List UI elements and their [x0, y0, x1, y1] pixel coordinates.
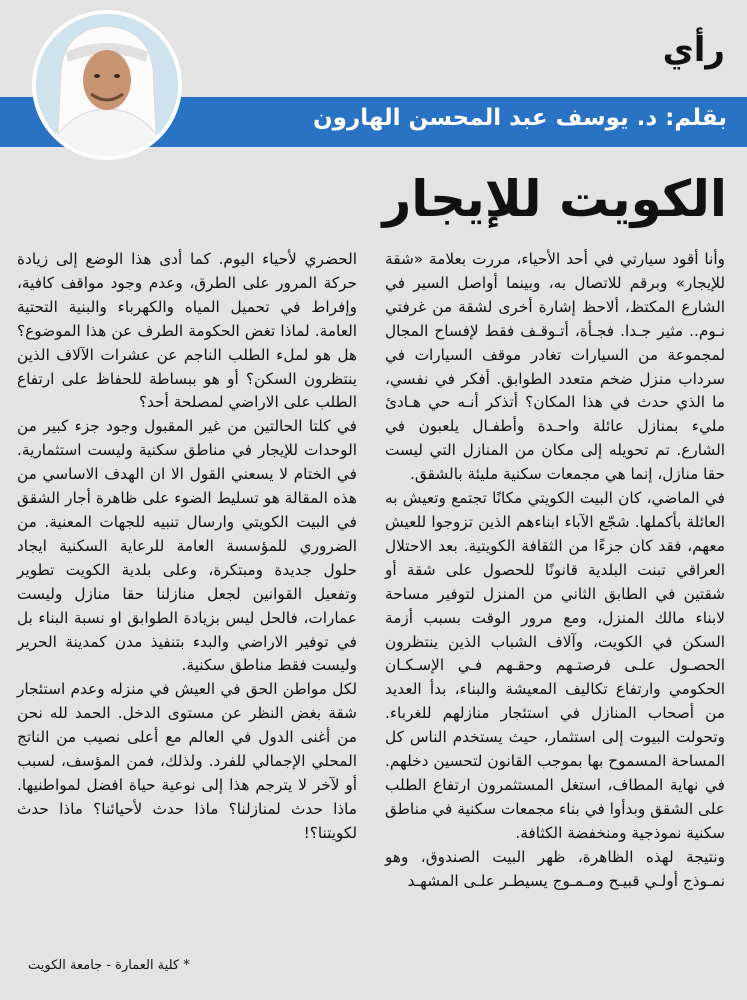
article-column-left — [17, 248, 357, 846]
author-photo — [32, 10, 182, 160]
author-portrait-icon — [36, 14, 178, 156]
author-affiliation-footnote: * كلية العمارة - جامعة الكويت — [28, 958, 190, 973]
article-column-right — [385, 248, 725, 893]
article-headline: الكويت للإيجار — [382, 170, 727, 228]
author-byline: بقلم: د. يوسف عبد المحسن الهارون — [313, 105, 727, 131]
section-label: رأي — [662, 30, 725, 70]
paragraph: وأنا أقود سيارتي في أحد الأحياء، مررت بعلامة «شقة للإيجار» وبرقم للاتصال به، وبينما أواصل السير في الشارع المكتظ، ألاحظ إشارة أخرى لشقة من غرفتي نـوم.. مثير جـدا. فجـأة، أتـوقـف فقط لإفساح المجال لمجموعة من السيارات تغادر موقف السيارات في سرداب منزل ضخم متعدد الطوابق. أفكر في نفسي، ما الذي حدث في هذا المكان؟ أتذكر أنـه حي هـادئ مليء بمنازل عائلة واحـدة وأطفـال يلعبون في الشارع. تم تحويله إلى مكان من المنازل التي ليست حقا منازل، إنما هي مجمعات سكنية مليئة بالشقق. — [385, 250, 725, 484]
paragraph: لكل مواطن الحق في العيش في منزله وعدم استئجار شقة بغض النظر عن مستوى الدخل. الحمد لله نحن من أغنى الدول في العالم مع أعلى نصيب من الناتج المحلي الإجمالي للفرد. ولذلك، فمن المؤسف، لسبب أو لآخر لا يترجم هذا إلى نوعية حياة افضل لمواطنيها. ماذا حدث لمنازلنا؟ ماذا حدث لأحيائنا؟ ماذا حدث لكويتنا؟! — [17, 680, 357, 842]
paragraph: في الماضي، كان البيت الكويتي مكانًا تجتمع وتعيش به العائلة بأكملها. شجّع الآباء ابناءهم الذين تزوجوا للعيش معهم، فقد كان جزءًا من الثقافة الكويتية. بعد الاحتلال العراقي تبنت البلدية قانونًا للحصول على شقة أو شقتين في الطابق الثاني من المنزل لتوفير مساحة لابناء مالك المنزل، ومع مرور الوقت بسبب أزمة السكن في الكويت، وآلاف الشباب الذين ينتظرون الحصـول علـى فرصتـهم وحقـهم فـي الإسـكـان الحكومي وارتفاع تكاليف المعيشة والبناء، بدأ العديد من أصحاب المنازل في استئجار منازلهم للغرباء. وتحولت البيوت إلى استثمار، حيث يستخدم الناس كل المساحة المسموح بها بموجب القانون لتحسين دخلهم. في نهاية المطاف، استغل المستثمرون ارتفاع الطلب على الشقق وبدأوا في بناء مجمعات سكنية في مناطق سكنية نموذجية ومنخفضة الكثافة. — [385, 489, 725, 842]
paragraph: الحضري لأحياء اليوم. كما أدى هذا الوضع إلى زيادة حركة المرور على الطرق، وعدم وجود مواقف كافية، وإفراط في تحميل المياه والكهرباء والبنية التحتية العامة. لماذا تغض الحكومة الطرف عن هذا الموضوع؟ هل هو لملء الطلب الناجم عن عشرات الآلاف الذين ينتظرون السكن؟ أو هو ببساطة للحفاظ على ارتفاع الطلب على الاراضي لمصلحة أحد؟ — [17, 250, 357, 412]
paragraph: ونتيجة لهذه الظاهرة، ظهر البيت الصندوق، وهو نمـوذج أولـي قبيـح ومـمـوج يسيطـر علـى المشهـد — [385, 847, 725, 890]
paragraph: في كلتا الحالتين من غير المقبول وجود جزء كبير من الوحدات للإيجار في مناطق سكنية وليست استثمارية. في الختام لا يسعني القول الا ان الهدف الاساسي من هذه المقالة هو تسليط الضوء على ظاهرة أجار الشقق في البيت الكويتي وارسال تنبيه للجهات المعنية. من الضروري للمؤسسة العامة للرعاية السكنية ايجاد حلول جديدة ومبتكرة، وعلى بلدية الكويت تطوير وتفعيل القوانين لجعل منازلنا حقا منازل وليست عمارات، فالحل ليس بزيادة الطوابق او نسبة البناء بل في توفير الاراضي والبدء بتنفيذ مدن كمدينة الحرير وليست فقط مناطق سكنية. — [17, 417, 357, 675]
